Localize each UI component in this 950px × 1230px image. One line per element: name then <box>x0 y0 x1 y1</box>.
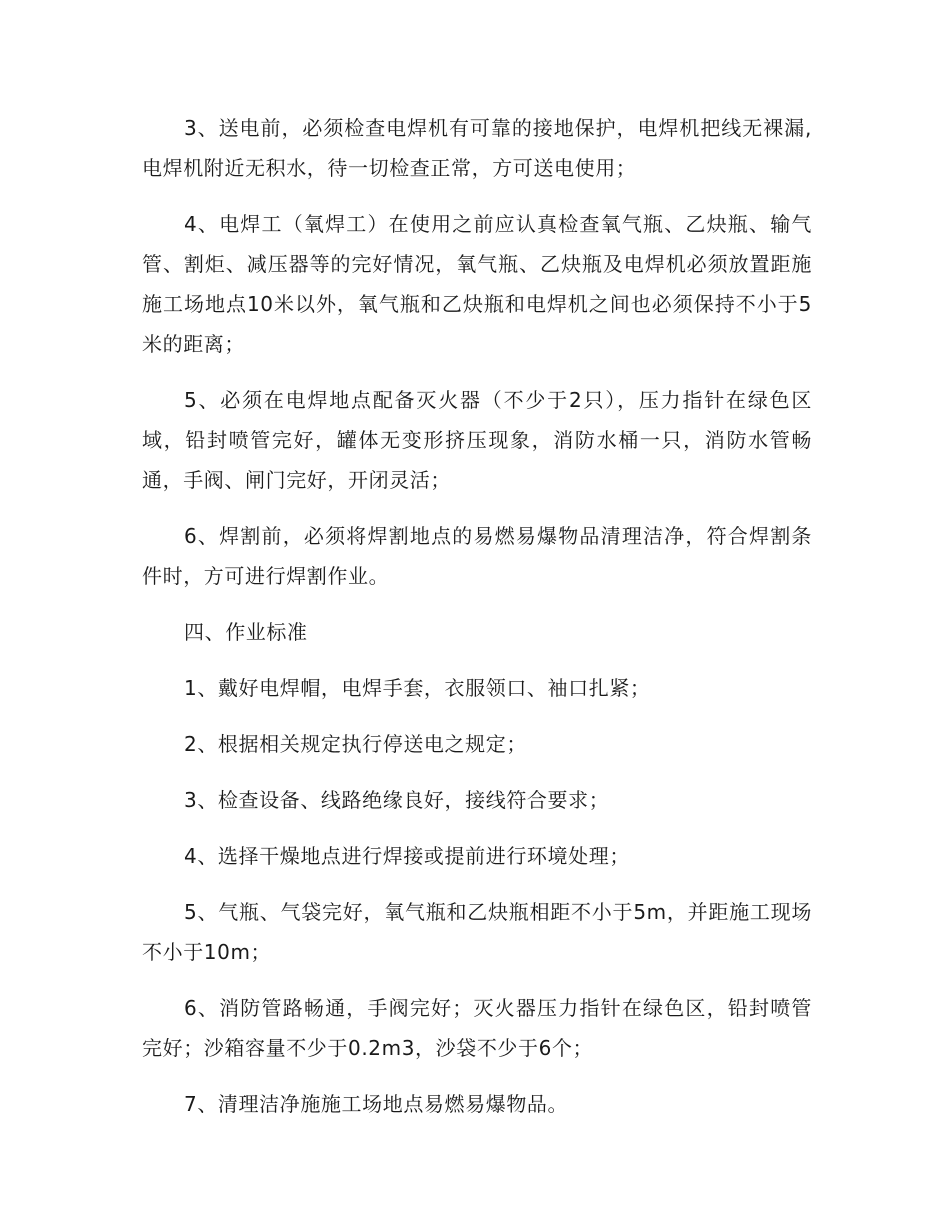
section-heading: 四、作业标准 <box>184 620 308 644</box>
paragraph-item-5: 5、必须在电焊地点配备灭火器（不少于2只），压力指针在绿色区域，铅封喷管完好，罐体无变形挤压现象，消防水桶一只，消防水管畅通，手阀、闸门完好，开闭灵活； <box>142 388 812 492</box>
standard-item-3: 3、检查设备、线路绝缘良好，接线符合要求； <box>184 788 610 812</box>
paragraph-item-3: 3、送电前，必须检查电焊机有可靠的接地保护，电焊机把线无裸漏,电焊机附近无积水，待一切检查正常，方可送电使用； <box>142 116 812 180</box>
document-body <box>142 108 812 1140</box>
paragraph-item-4: 4、电焊工（氧焊工）在使用之前应认真检查氧气瓶、乙炔瓶、输气管、割炬、减压器等的完好情况，氧气瓶、乙炔瓶及电焊机必须放置距施施工场地点10米以外，氧气瓶和乙炔瓶和电焊机之间也必须保持不小于5米的距离； <box>142 212 812 356</box>
standard-item-4: 4、选择干燥地点进行焊接或提前进行环境处理； <box>184 844 630 868</box>
standard-item-2: 2、根据相关规定执行停送电之规定； <box>184 732 527 756</box>
standard-item-1: 1、戴好电焊帽，电焊手套，衣服领口、袖口扎紧； <box>184 676 651 700</box>
standard-item-5: 5、气瓶、气袋完好，氧气瓶和乙炔瓶相距不小于5m，并距施工现场不小于10m； <box>142 900 812 964</box>
paragraph-item-6: 6、焊割前，必须将焊割地点的易燃易爆物品清理洁净，符合焊割条件时，方可进行焊割作业。 <box>142 524 812 588</box>
standard-item-6: 6、消防管路畅通，手阀完好；灭火器压力指针在绿色区，铅封喷管完好；沙箱容量不少于0.2m3，沙袋不少于6个； <box>142 996 812 1060</box>
standard-item-7: 7、清理洁净施施工场地点易燃易爆物品。 <box>184 1092 569 1116</box>
